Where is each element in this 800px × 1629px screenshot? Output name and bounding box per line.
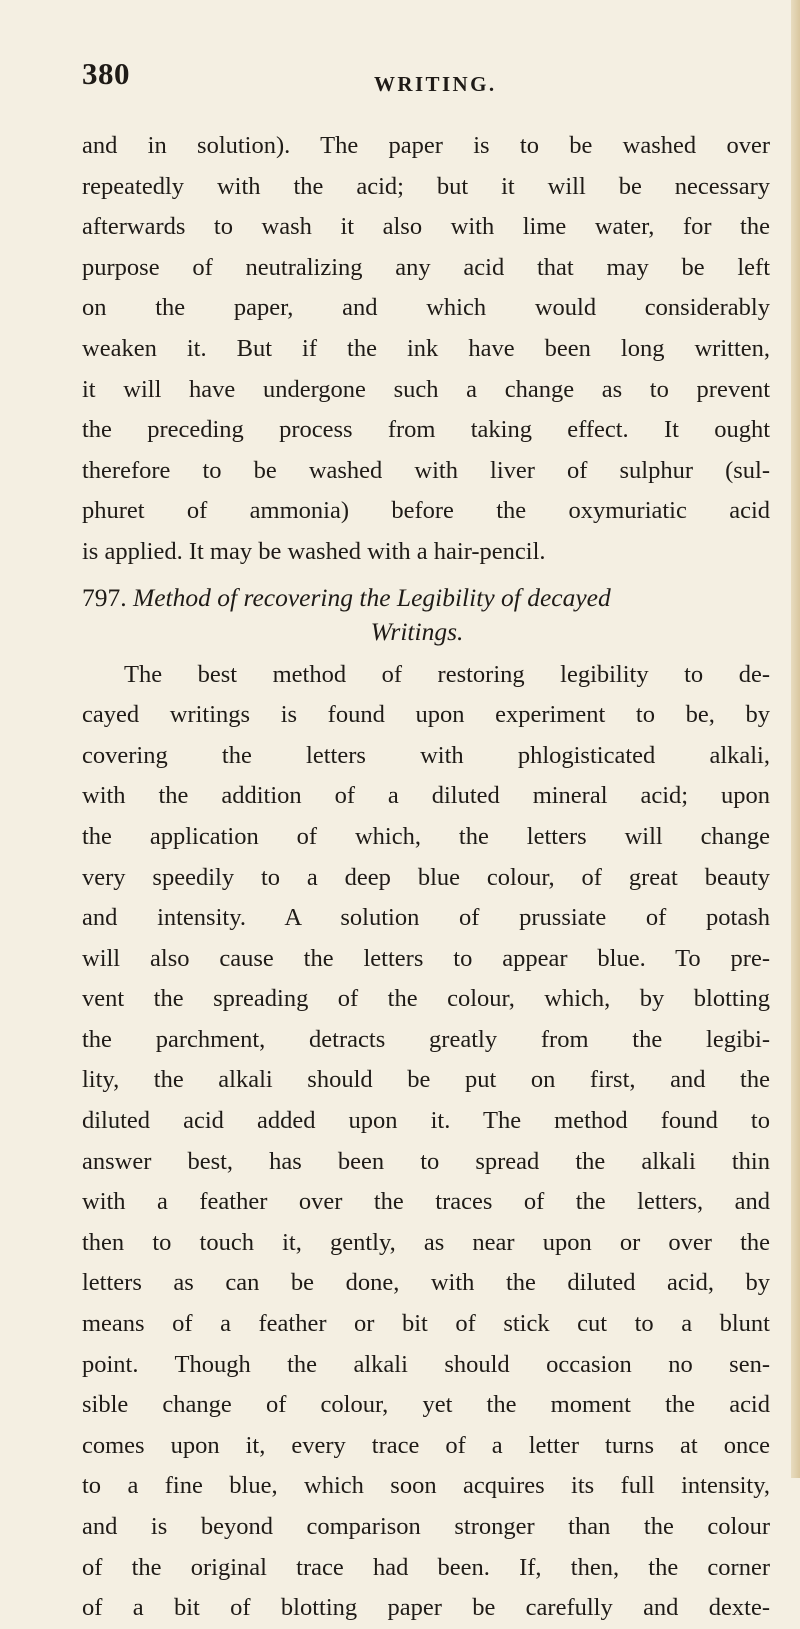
page-edge [791, 0, 800, 1478]
page-header [82, 56, 712, 106]
body-text [82, 126, 770, 1629]
text-line: diluted acid added upon it. The method found to [82, 1107, 770, 1135]
text-line: will also cause the letters to appear blue. To pre- [82, 944, 770, 972]
section-number: 797. [82, 582, 127, 612]
section-title-line-2: Writings. [370, 616, 464, 646]
text-line: afterwards to wash it also with lime water, for the [82, 213, 770, 241]
running-head: WRITING. [374, 72, 497, 96]
text-line: is applied. It may be washed with a hair-pencil. [82, 537, 546, 565]
text-line: comes upon it, every trace of a letter turns at once [82, 1431, 770, 1459]
section-title-line-1 [82, 581, 770, 615]
paragraph-1 [82, 126, 770, 573]
text-line: lity, the alkali should be put on first, and the [82, 1066, 770, 1094]
text-line: letters as can be done, with the diluted acid, by [82, 1269, 770, 1297]
text-line: of a bit of blotting paper be carefully and dexte- [82, 1594, 770, 1622]
text-line: very speedily to a deep blue colour, of great beauty [82, 863, 770, 891]
text-line: and in solution). The paper is to be washed over [82, 132, 770, 159]
text-line: therefore to be washed with liver of sulphur (sul- [82, 456, 770, 484]
text-line: with a feather over the traces of the letters, and [82, 1188, 770, 1216]
text-line: phuret of ammonia) before the oxymuriatic acid [82, 497, 770, 525]
text-line: repeatedly with the acid; but it will be necessary [82, 172, 770, 200]
text-line: and is beyond comparison stronger than the colour [82, 1513, 770, 1540]
text-line: weaken it. But if the ink have been long written, [82, 334, 770, 362]
text-line: of the original trace had been. If, then, the corner [82, 1553, 770, 1581]
text-line: it will have undergone such a change as to prevent [82, 375, 770, 403]
text-line: then to touch it, gently, as near upon or over the [82, 1228, 770, 1256]
text-line: sible change of colour, yet the moment the acid [82, 1391, 770, 1419]
text-line: the parchment, detracts greatly from the legibi- [82, 1025, 770, 1053]
text-line: the application of which, the letters will change [82, 822, 770, 850]
text-line: The best method of restoring legibility to de- [124, 660, 770, 688]
text-line: answer best, has been to spread the alkali thin [82, 1147, 770, 1175]
text-line: to a fine blue, which soon acquires its full intensity, [82, 1472, 770, 1500]
section-title: Method of recovering the Legibility of decayed [133, 582, 611, 612]
text-line: cayed writings is found upon experiment to be, by [82, 701, 770, 729]
text-line: point. Though the alkali should occasion no sen- [82, 1350, 770, 1378]
text-line: on the paper, and which would considerably [82, 294, 770, 322]
text-line: covering the letters with phlogisticated alkali, [82, 741, 770, 769]
text-line: with the addition of a diluted mineral acid; upon [82, 782, 770, 810]
text-line: and intensity. A solution of prussiate of potash [82, 904, 770, 932]
page-number: 380 [82, 56, 130, 91]
text-line: purpose of neutralizing any acid that may be left [82, 253, 770, 281]
text-line: means of a feather or bit of stick cut to a blunt [82, 1310, 770, 1338]
paragraph-2 [82, 655, 770, 1629]
text-line: vent the spreading of the colour, which, by blotting [82, 985, 770, 1013]
text-line: the preceding process from taking effect. It ought [82, 416, 770, 444]
section-heading [82, 581, 770, 649]
